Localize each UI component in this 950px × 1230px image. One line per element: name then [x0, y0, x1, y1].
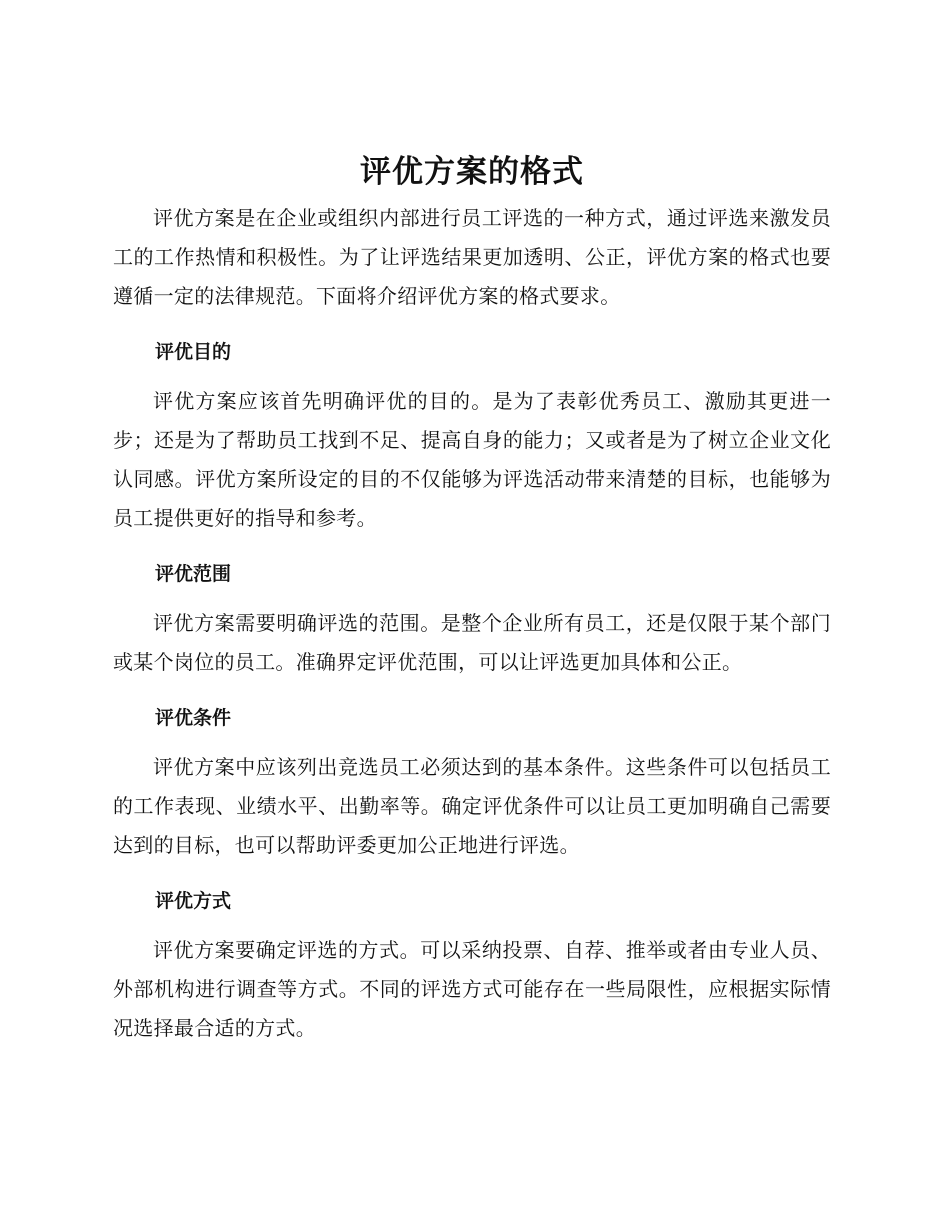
section-body-method: 评优方案要确定评选的方式。可以采纳投票、自荐、推举或者由专业人员、外部机构进行调查等方式。不同的评选方式可能存在一些局限性，应根据实际情况选择最合适的方式。 [113, 938, 831, 1040]
document-title: 评优方案的格式 [360, 154, 584, 190]
section-heading-scope: 评优范围 [155, 563, 232, 585]
section-method [113, 887, 831, 1048]
intro-paragraph: 评优方案是在企业或组织内部进行员工评选的一种方式，通过评选来激发员工的工作热情和积极性。为了让评选结果更加透明、公正，评优方案的格式也要遵循一定的法律规范。下面将介绍评优方案的格式要求。 [113, 206, 831, 308]
section-body-purpose: 评优方案应该首先明确评优的目的。是为了表彰优秀员工、激励其更进一步；还是为了帮助员工找到不足、提高自身的能力；又或者是为了树立企业文化认同感。评优方案所设定的目的不仅能够为评选活动带来清楚的目标，也能够为员工提供更好的指导和参考。 [113, 389, 831, 530]
section-conditions [113, 704, 831, 865]
section-body-scope: 评优方案需要明确评选的范围。是整个企业所有员工，还是仅限于某个部门或某个岗位的员工。准确界定评优范围，可以让评选更加具体和公正。 [113, 611, 831, 674]
section-heading-purpose: 评优目的 [155, 341, 232, 363]
section-body-conditions: 评优方案中应该列出竞选员工必须达到的基本条件。这些条件可以包括员工的工作表现、业绩水平、出勤率等。确定评优条件可以让员工更加明确自己需要达到的目标，也可以帮助评委更加公正地进行评选。 [113, 755, 831, 857]
document-page [113, 150, 831, 1048]
section-scope [113, 560, 831, 682]
section-purpose [113, 338, 831, 538]
section-heading-conditions: 评优条件 [155, 707, 232, 729]
section-heading-method: 评优方式 [155, 890, 232, 912]
